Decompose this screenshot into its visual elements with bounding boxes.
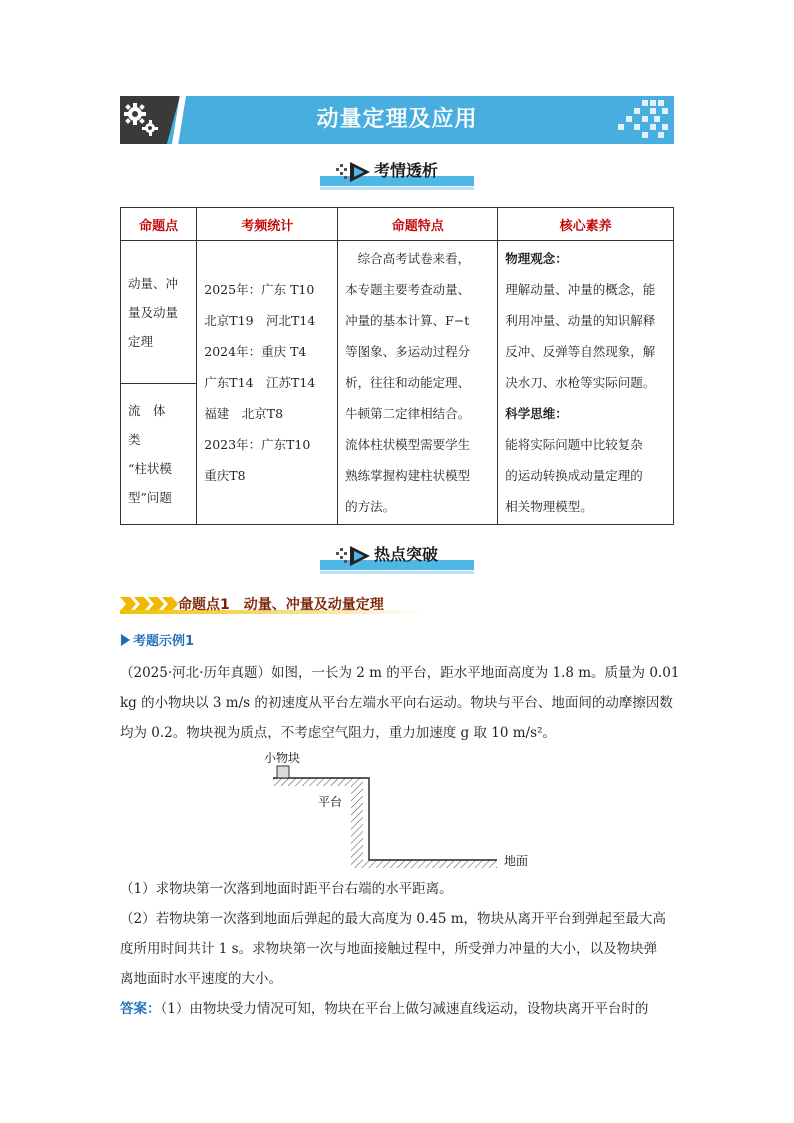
header-cell: 命题点 — [121, 208, 197, 241]
proposition-cell — [121, 241, 197, 384]
text-line: 熟练掌握构建柱状模型 — [345, 468, 471, 483]
header-cell: 命题特点 — [338, 208, 498, 241]
header-cell: 考频统计 — [197, 208, 338, 241]
text-line: 冲量的基本计算、F−t — [345, 313, 470, 328]
frequency-cell — [197, 241, 338, 525]
answer-label: 答案： — [120, 1001, 161, 1017]
text-line: 相关物理模型。 — [505, 499, 593, 514]
text-line: 2025年：广东 T10 — [204, 282, 315, 297]
text-line: 牛顿第二定律相结合。 — [345, 406, 471, 421]
text-line: 利用冲量、动量的知识解释 — [505, 313, 656, 328]
text-line: 福建 北京T8 — [204, 406, 284, 421]
answer-text: （1）由物块受力情况可知，物块在平台上做匀减速直线运动，设物块离开平台时的 — [160, 1001, 649, 1017]
section-title: 考情透析 — [374, 161, 439, 180]
questions — [120, 874, 674, 1024]
platform-figure — [255, 748, 535, 872]
text-line: 重庆T8 — [204, 468, 246, 483]
page-title: 动量定理及应用 — [316, 107, 478, 132]
text-line: 定理 — [128, 333, 154, 349]
text-line: 型”问题 — [128, 490, 172, 505]
text-line: kg 的小物块以 3 m/s 的初速度从平台左端水平向右运动。物块与平台、地面间的动摩擦因数 — [120, 695, 673, 711]
literacy-heading: 物理观念： — [505, 251, 568, 266]
triangle-marker-icon — [121, 634, 130, 646]
ground-label: 地面 — [504, 854, 529, 868]
block-label: 小物块 — [264, 751, 301, 765]
text-line: 的方法。 — [345, 499, 396, 514]
text-line: 决水刀、水枪等实际问题。 — [505, 375, 656, 390]
literacy-heading: 科学思维： — [505, 406, 568, 421]
text-line: 本专题主要考查动量、 — [345, 282, 471, 297]
literacy-cell — [498, 241, 674, 525]
section-title: 热点突破 — [374, 545, 439, 564]
arrow-play-icon — [336, 160, 372, 184]
header-cell: 核心素养 — [498, 208, 674, 241]
text-line: 流体柱状模型需要学生 — [345, 437, 471, 452]
problem-text — [120, 658, 680, 748]
proposition-cell — [121, 384, 197, 525]
text-line: 动量、冲 — [128, 275, 179, 291]
exam-analysis-table — [120, 207, 674, 525]
text-line: 综合高考试卷来看， — [345, 251, 471, 266]
text-line: 离地面时水平速度的大小。 — [120, 971, 282, 987]
feature-cell — [338, 241, 498, 525]
text-line: 反冲、反弹等自然现象，解 — [505, 344, 656, 359]
hot-point-title: 命题点1 动量、冲量及动量定理 — [178, 597, 384, 613]
text-line: 北京T19 河北T14 — [204, 313, 316, 328]
text-line: （2）若物块第一次落到地面后弹起的最大高度为 0.45 m，物块从离开平台到弹起至最大高 — [120, 911, 667, 927]
platform-label: 平台 — [318, 795, 343, 809]
text-line: 2024年：重庆 T4 — [204, 344, 307, 359]
text-line: 度所用时间共计 1 s。求物块第一次与地面接触过程中，所受弹力冲量的大小，以及物块弹 — [120, 941, 658, 957]
text-line: 的运动转换成动量定理的 — [505, 468, 643, 483]
text-line: “柱状模 — [128, 461, 172, 476]
text-line: 量及动量 — [128, 304, 179, 320]
text-line: 广东T14 江苏T14 — [204, 375, 316, 390]
chevrons-icon — [120, 597, 178, 611]
table-header-row — [121, 208, 674, 241]
text-line: 理解动量、冲量的概念，能 — [505, 282, 656, 297]
text-line: 流 体 类 — [128, 403, 179, 447]
section-header-analysis — [320, 156, 474, 192]
text-line: 等图象、多运动过程分 — [345, 344, 471, 359]
text-line: 均为 0.2。物块视为质点，不考虑空气阻力，重力加速度 g 取 10 m/s²。 — [120, 725, 556, 741]
text-line: 能将实际问题中比较复杂 — [505, 437, 643, 452]
example-title: 考题示例1 — [133, 634, 195, 649]
answer-line — [120, 994, 674, 1024]
text-line: （2025·河北·历年真题）如图，一长为 2 m 的平台，距水平地面高度为 1.8 m。质量为 0.01 — [120, 665, 680, 681]
section-header-hot — [320, 540, 474, 576]
question-1: （1）求物块第一次落到地面时距平台右端的水平距离。 — [120, 881, 453, 897]
text-line: 析，往往和动能定理、 — [345, 375, 471, 390]
arrow-play-icon — [336, 544, 372, 568]
text-line: 2023年：广东T10 — [204, 437, 311, 452]
